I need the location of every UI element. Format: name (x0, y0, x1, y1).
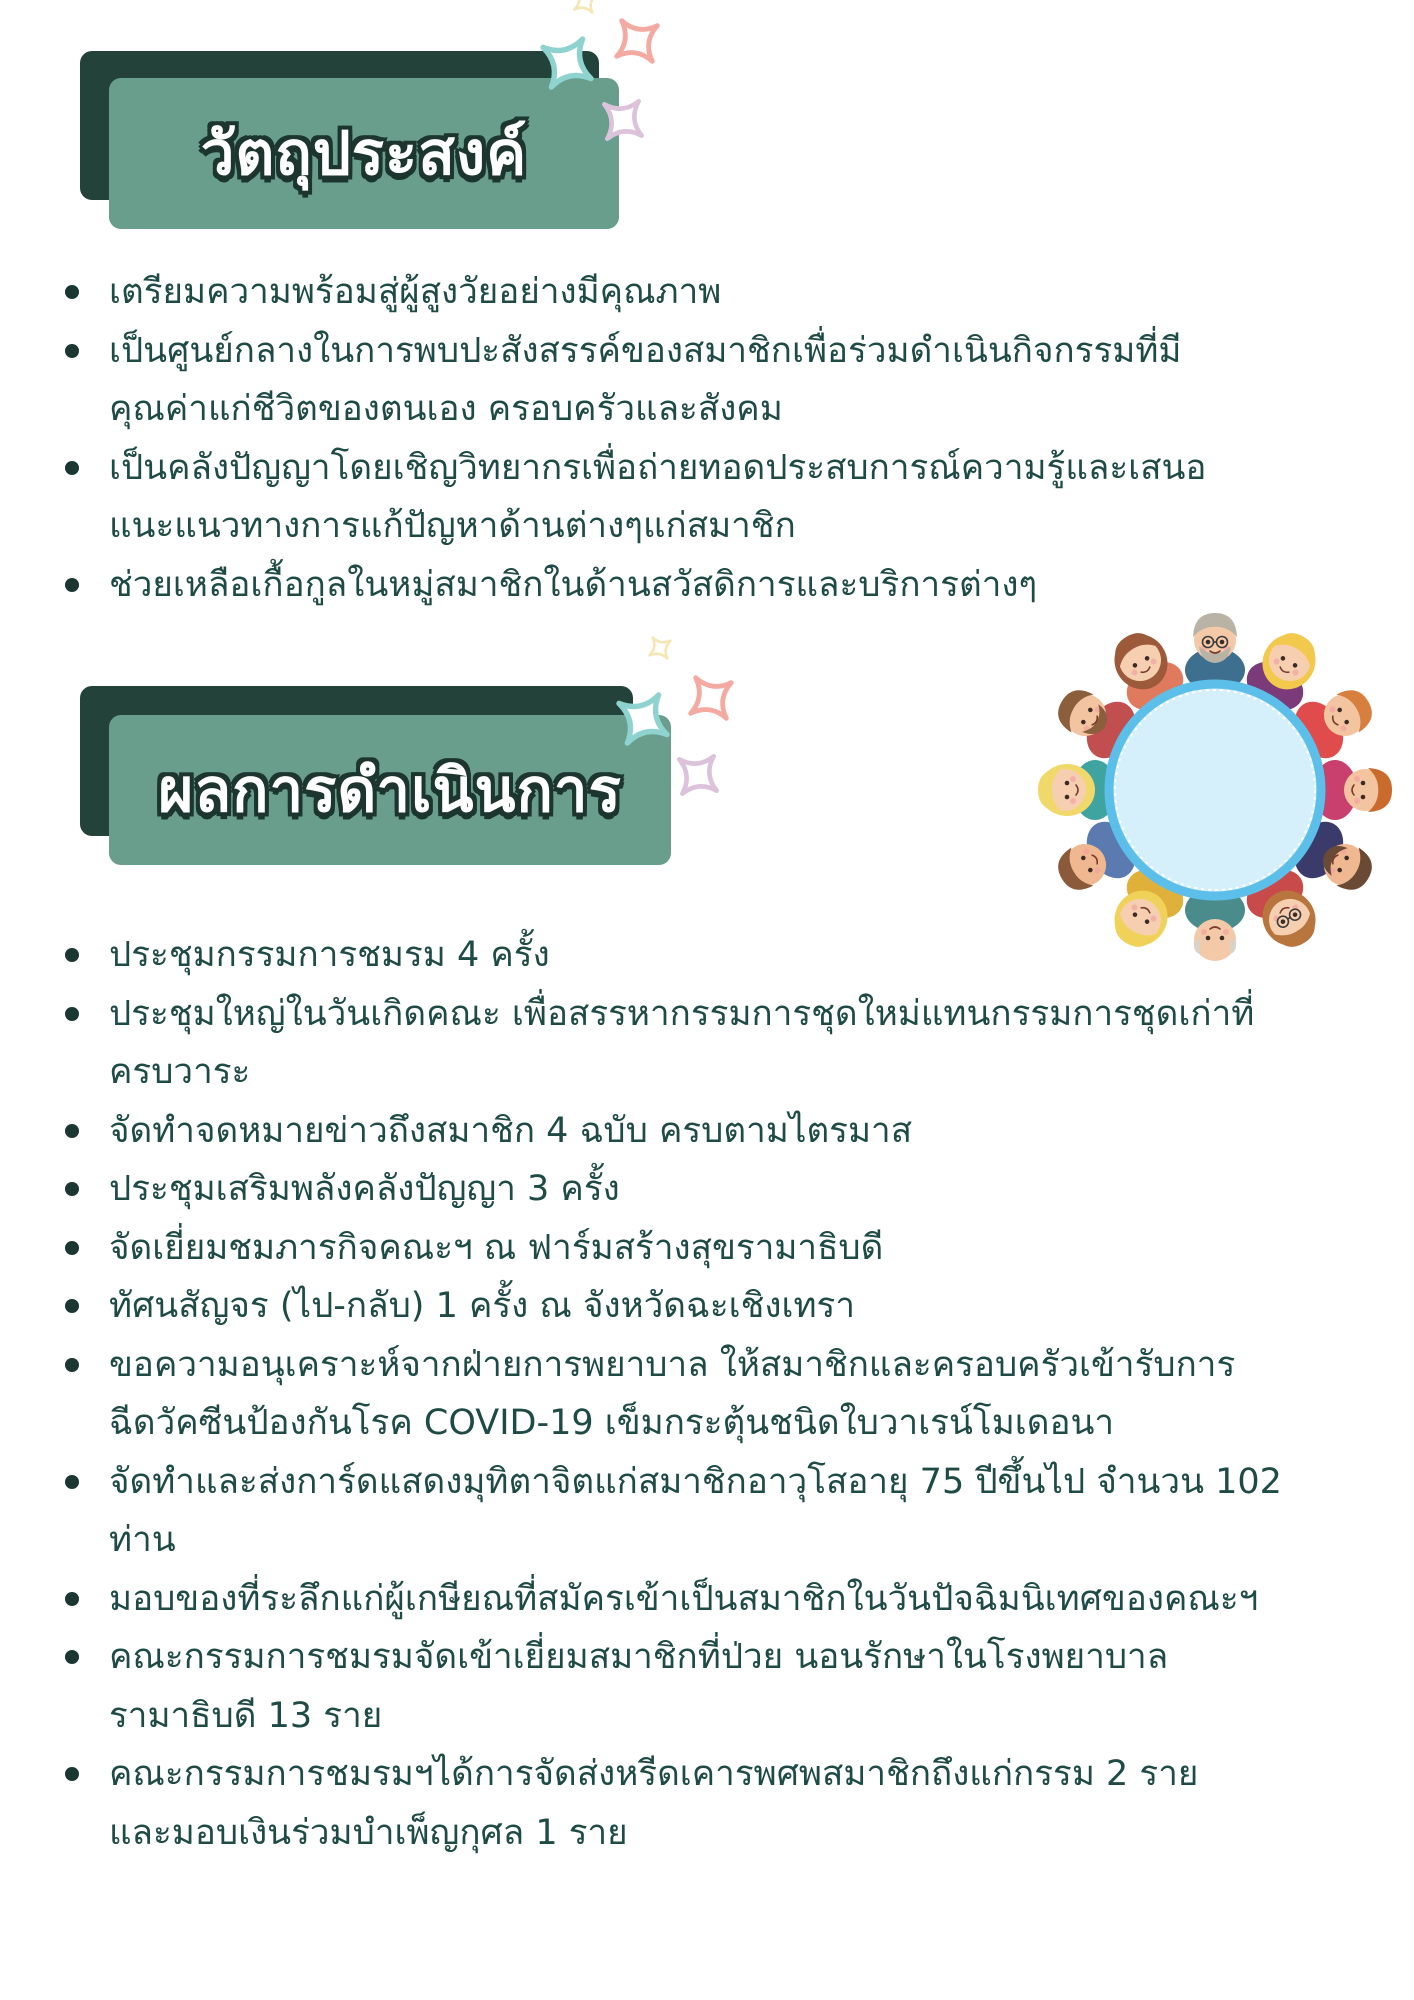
bullet-icon (65, 1182, 79, 1196)
list-item (0, 1102, 1395, 1161)
list-item-text: จัดเยี่ยมชมภารกิจคณะฯ ณ ฟาร์มสร้างสุขรามาธิบดี (109, 1227, 884, 1268)
list-item-text: เป็นคลังปัญญาโดยเชิญวิทยากรเพื่อถ่ายทอดประสบการณ์ความรู้และเสนอ (109, 447, 1207, 488)
results-list (0, 926, 1395, 1862)
list-item-text: คณะกรรมการชมรมฯได้การจัดส่งหรีดเคารพศพสมาชิกถึงแก่กรรม 2 ราย (109, 1754, 1199, 1794)
list-item (0, 1745, 1395, 1862)
bullet-icon (65, 948, 79, 962)
bullet-icon (65, 285, 79, 299)
list-item-text: ขอความอนุเคราะห์จากฝ่ายการพยาบาล ให้สมาชิกและครอบครัวเข้ารับการ (109, 1344, 1236, 1385)
people-around-table-icon (1030, 600, 1410, 980)
list-item-text: ประชุมกรรมการชมรม 4 ครั้ง (109, 935, 550, 975)
list-item-text: คณะกรรมการชมรมจัดเข้าเยี่ยมสมาชิกที่ป่วย นอนรักษาในโรงพยาบาล (109, 1637, 1169, 1677)
person-figure (1038, 764, 1095, 816)
list-item-text: รามาธิบดี 13 ราย (109, 1695, 383, 1736)
section-title-box (109, 78, 619, 229)
sparkle-icon (573, 0, 597, 14)
list-item (0, 985, 1395, 1102)
section-title-results: ผลการดำเนินการ (158, 755, 622, 826)
list-item-text: ครบวาระ (109, 1052, 251, 1092)
list-item-text: ฉีดวัคซีนป้องกันโรค COVID-19 เข็มกระตุ้นชนิดใบวาเรน์โมเดอนา (109, 1403, 1115, 1443)
list-item (0, 1219, 1395, 1278)
bullet-icon (65, 1241, 79, 1255)
list-item (0, 1453, 1395, 1570)
sparkle-icon (613, 17, 661, 65)
list-item (0, 926, 1395, 985)
person-figure (1344, 768, 1392, 812)
bullet-icon (65, 1358, 79, 1372)
bullet-icon (65, 1124, 79, 1138)
list-item (0, 1160, 1395, 1219)
list-item-text: ท่าน (109, 1520, 176, 1560)
list-item (0, 1277, 1395, 1336)
list-item-text: ประชุมใหญ่ในวันเกิดคณะ เพื่อสรรหากรรมการชุดใหม่แทนกรรมการชุดเก่าที่ (109, 993, 1255, 1034)
bullet-icon (65, 1592, 79, 1606)
list-item-text: มอบของที่ระลึกแก่ผู้เกษียณที่สมัครเข้าเป็นสมาชิกในวันปัจฉิมนิเทศของคณะฯ (109, 1578, 1259, 1619)
list-item (0, 1570, 1395, 1629)
list-item-text: ช่วยเหลือเกื้อกูลในหมู่สมาชิกในด้านสวัสดิการและบริการต่างๆ (109, 564, 1038, 605)
list-item-text: จัดทำจดหมายข่าวถึงสมาชิก 4 ฉบับ ครบตามไตรมาส (109, 1110, 913, 1151)
sparkle-icon (675, 752, 721, 798)
bullet-icon (65, 461, 79, 475)
list-item (0, 263, 1395, 322)
list-item-text: แนะแนวทางการแก้ปัญหาด้านต่างๆแก่สมาชิก (109, 506, 796, 546)
list-item (0, 322, 1395, 439)
list-item-text: ประชุมเสริมพลังคลังปัญญา 3 ครั้ง (109, 1169, 620, 1209)
section-title-objectives: วัตถุประสงค์ (200, 119, 528, 189)
sparkle-icon (600, 97, 646, 143)
list-item-text: คุณค่าแก่ชีวิตของตนเอง ครอบครัวและสังคม (109, 389, 783, 429)
list-item (0, 1628, 1395, 1745)
bullet-icon (65, 1007, 79, 1021)
list-item (0, 1336, 1395, 1453)
bullet-icon (65, 344, 79, 358)
list-item (0, 439, 1395, 556)
bullet-icon (65, 578, 79, 592)
bullet-icon (65, 1767, 79, 1781)
bullet-icon (65, 1475, 79, 1489)
list-item-text: เตรียมความพร้อมสู่ผู้สูงวัยอย่างมีคุณภาพ (109, 272, 722, 312)
sparkle-icon (616, 692, 670, 746)
objectives-list (0, 263, 1395, 614)
list-item-text: จัดทำและส่งการ์ดแสดงมุทิตาจิตแก่สมาชิกอาวุโสอายุ 75 ปีขึ้นไป จำนวน 102 (109, 1461, 1282, 1502)
sparkle-icon (687, 674, 735, 722)
section-title-box (109, 715, 671, 865)
round-table (1109, 684, 1321, 896)
bullet-icon (65, 1650, 79, 1664)
list-item-text: ทัศนสัญจร (ไป-กลับ) 1 ครั้ง ณ จังหวัดฉะเชิงเทรา (109, 1286, 855, 1326)
bullet-icon (65, 1299, 79, 1313)
sparkle-icon (648, 636, 672, 660)
list-item-text: เป็นศูนย์กลางในการพบปะสังสรรค์ของสมาชิกเพื่อร่วมดำเนินกิจกรรมที่มี (109, 330, 1182, 371)
sparkle-icon (540, 36, 594, 90)
list-item-text: และมอบเงินร่วมบำเพ็ญกุศล 1 ราย (109, 1812, 628, 1853)
